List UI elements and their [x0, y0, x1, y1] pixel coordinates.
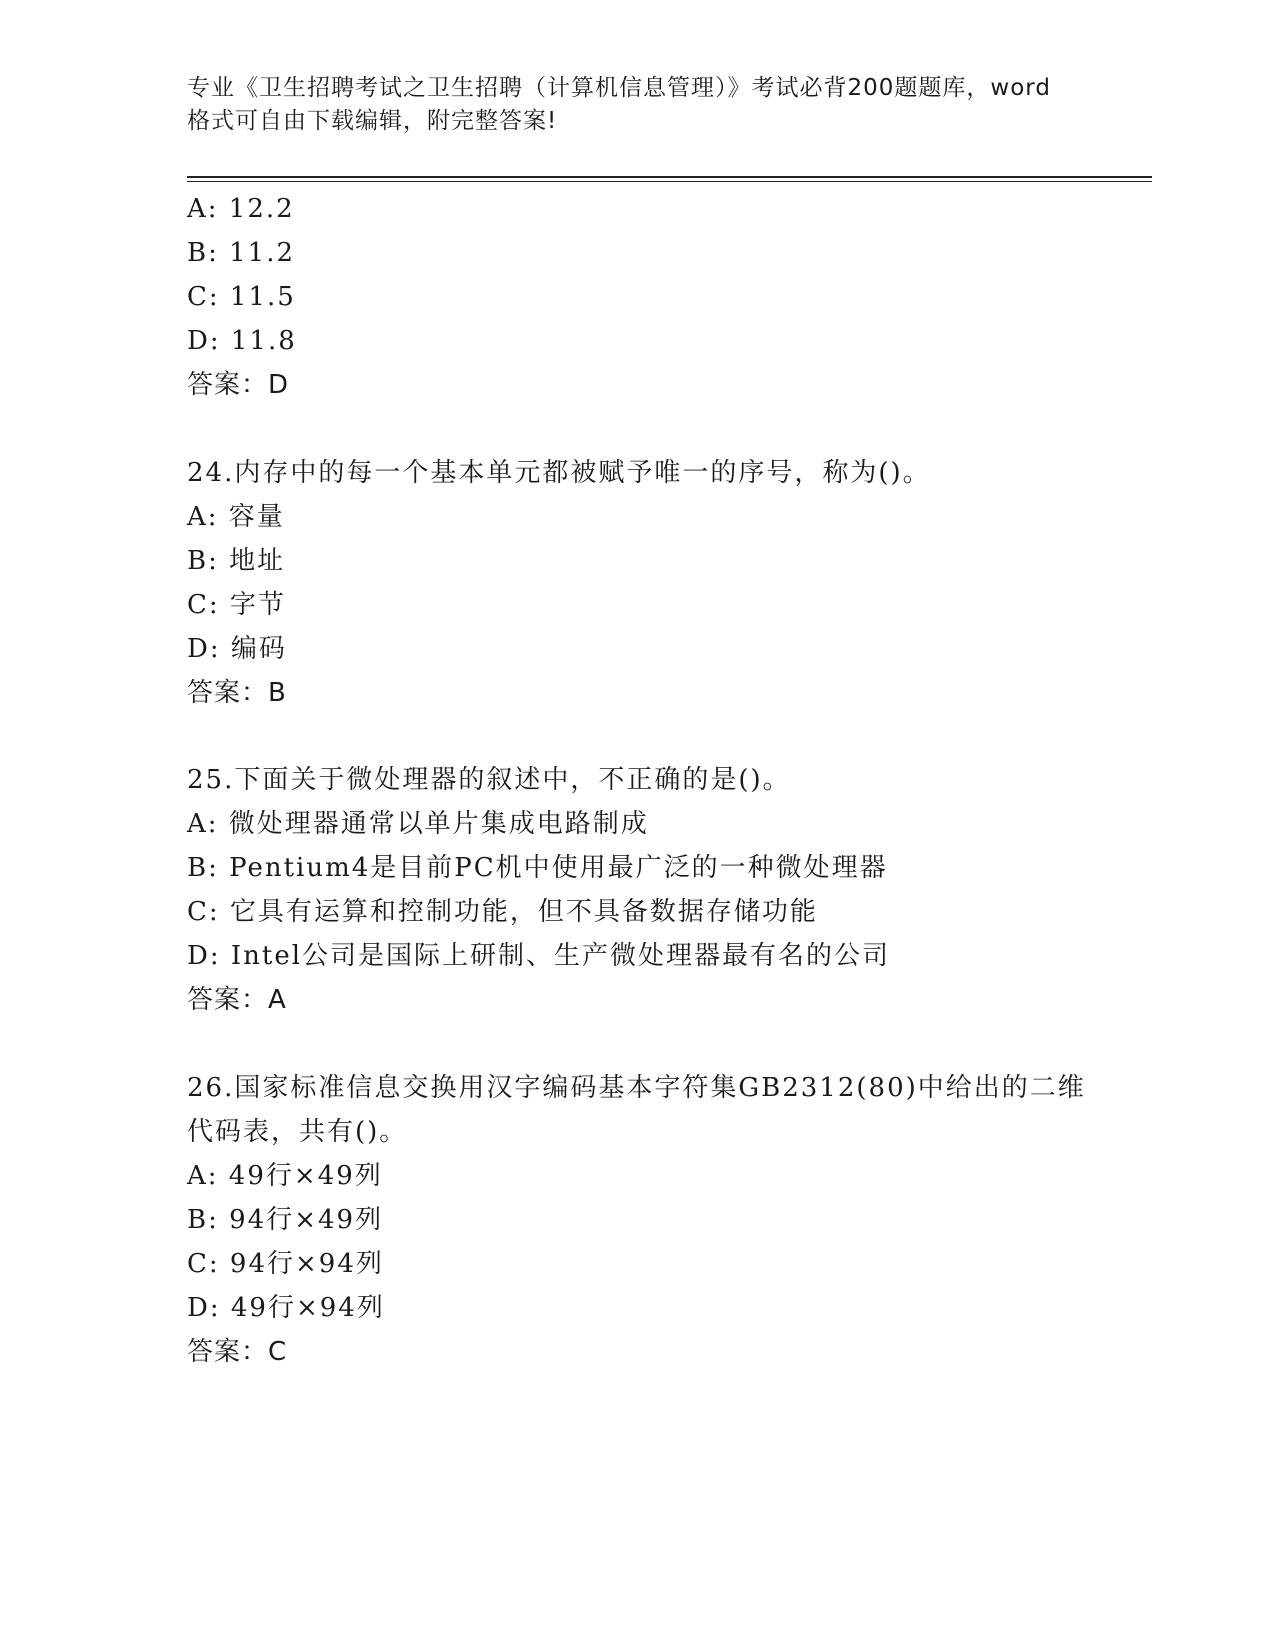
q25-option-d: D: Intel公司是国际上研制、生产微处理器最有名的公司	[187, 941, 891, 971]
q25-option-a: A: 微处理器通常以单片集成电路制成	[187, 809, 649, 839]
header-title-line-2: 格式可自由下载编辑，附完整答案!	[187, 108, 558, 134]
q26-question-line-1: 26.国家标准信息交换用汉字编码基本字符集GB2312(80)中给出的二维	[187, 1073, 1086, 1103]
q24-option-a: A: 容量	[187, 502, 285, 532]
q24-option-b: B: 地址	[187, 546, 286, 576]
header-divider-thick	[187, 176, 1152, 178]
q26-option-b: B: 94行×49列	[187, 1205, 384, 1235]
q23-option-a: A: 12.2	[187, 194, 295, 224]
q25-option-b: B: Pentium4是目前PC机中使用最广泛的一种微处理器	[187, 853, 888, 883]
q24-answer: 答案：B	[187, 678, 287, 708]
header-title-line-1: 专业《卫生招聘考试之卫生招聘（计算机信息管理）》考试必背200题题库，word	[187, 75, 1051, 101]
header-divider-thin	[187, 181, 1152, 182]
document-header	[187, 72, 1087, 138]
q26-question-line-2: 代码表，共有()。	[187, 1117, 408, 1147]
q26-option-a: A: 49行×49列	[187, 1161, 383, 1191]
q24-option-c: C: 字节	[187, 590, 286, 620]
q26-option-d: D: 49行×94列	[187, 1293, 385, 1323]
q24-option-d: D: 编码	[187, 634, 287, 664]
q23-option-c: C: 11.5	[187, 282, 296, 312]
q25-question: 25.下面关于微处理器的叙述中，不正确的是()。	[187, 765, 791, 795]
q23-answer: 答案：D	[187, 370, 290, 400]
q23-option-d: D: 11.8	[187, 326, 297, 356]
q25-option-c: C: 它具有运算和控制功能，但不具备数据存储功能	[187, 897, 818, 927]
q25-answer: 答案：A	[187, 985, 287, 1015]
q23-option-b: B: 11.2	[187, 238, 296, 268]
q26-answer: 答案：C	[187, 1337, 288, 1367]
q26-option-c: C: 94行×94列	[187, 1249, 384, 1279]
q24-question: 24.内存中的每一个基本单元都被赋予唯一的序号，称为()。	[187, 458, 931, 488]
